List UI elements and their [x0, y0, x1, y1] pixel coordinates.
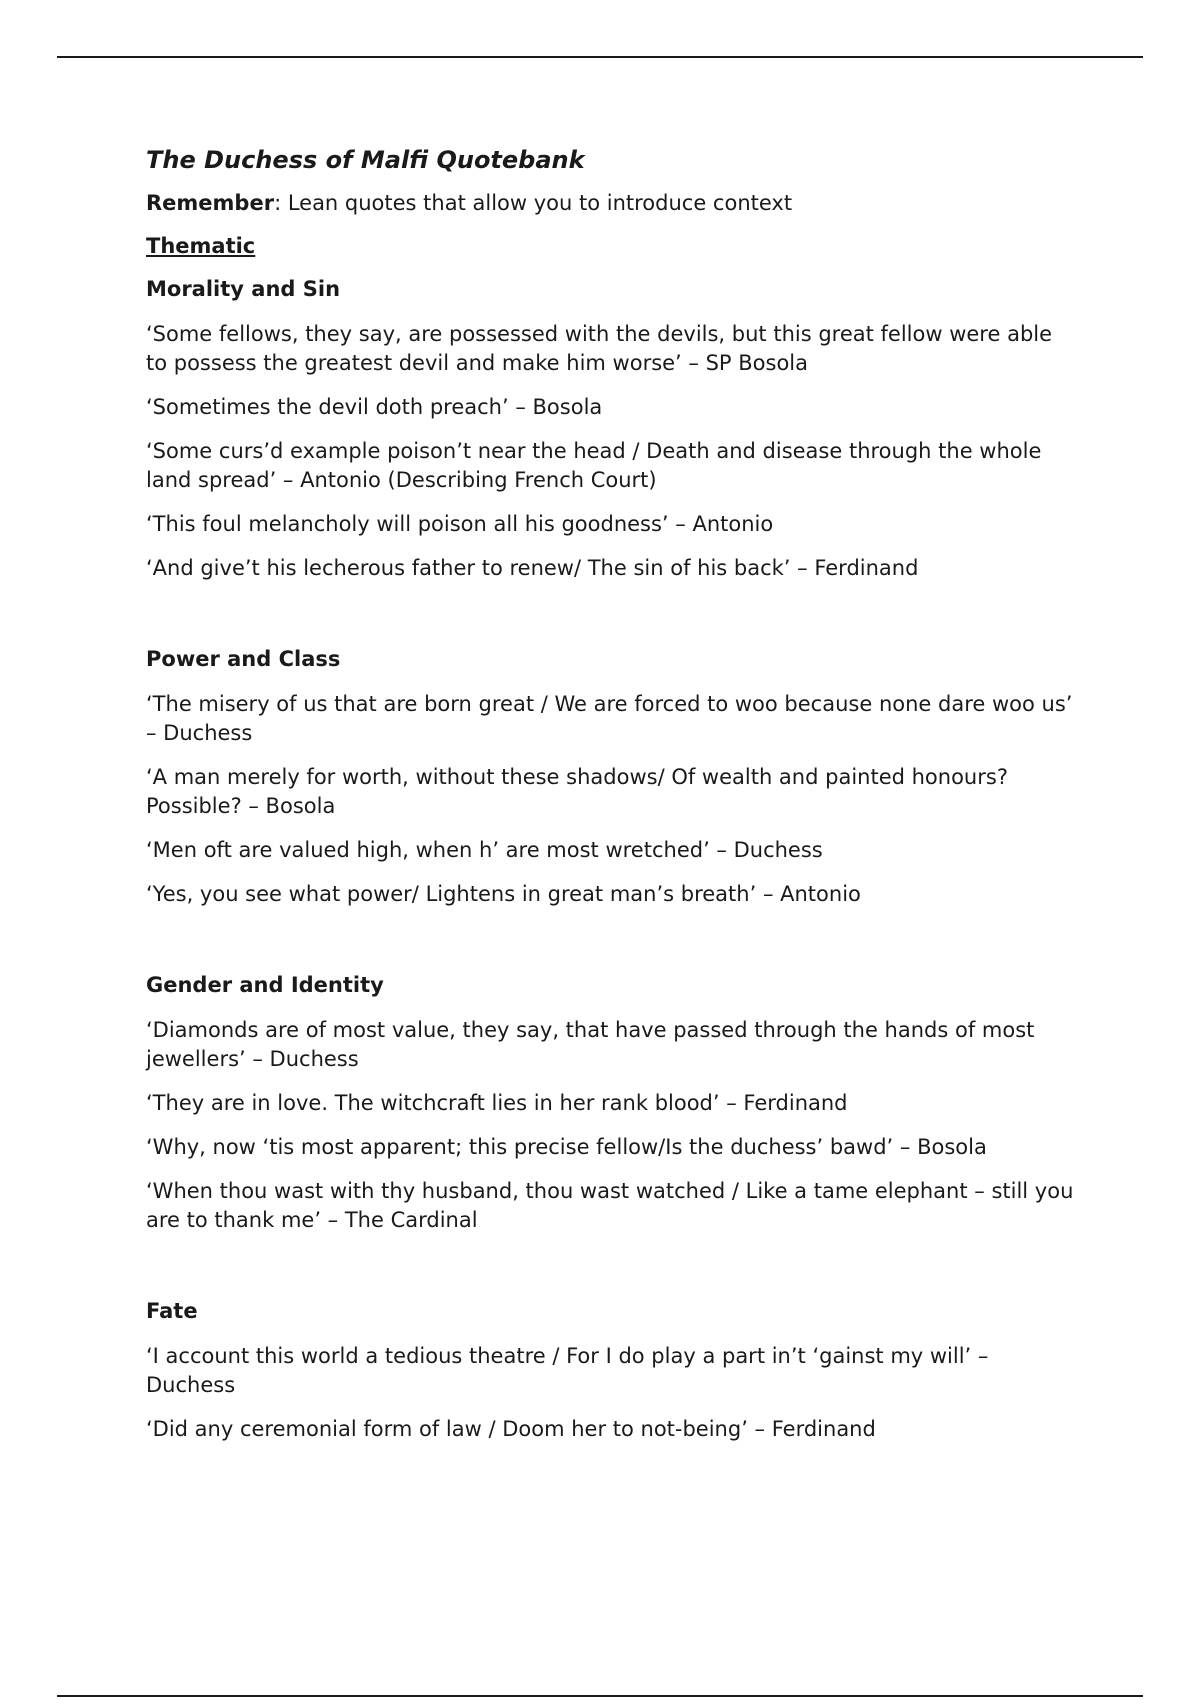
- remember-label: Remember: [146, 191, 275, 215]
- quote-item: ‘Some curs’d example poison’t near the head / Death and disease through the whole land spread’ – Antonio (Describing French Court): [146, 439, 1042, 492]
- footer-rule: [57, 1695, 1143, 1697]
- quote-item: ‘Men oft are valued high, when h’ are most wretched’ – Duchess: [146, 838, 823, 862]
- quote-item: ‘Did any ceremonial form of law / Doom her to not-being’ – Ferdinand: [146, 1417, 876, 1441]
- section-heading: Power and Class: [146, 647, 341, 671]
- quote-item: ‘Yes, you see what power/ Lightens in great man’s breath’ – Antonio: [146, 882, 861, 906]
- section-heading: Morality and Sin: [146, 277, 341, 301]
- quote-item: ‘I account this world a tedious theatre / For I do play a part in’t ‘gainst my will’ – Duchess: [146, 1344, 989, 1397]
- section-power-and-class: [146, 645, 1076, 909]
- quote-item: ‘Diamonds are of most value, they say, that have passed through the hands of most jewellers’ – Duchess: [146, 1018, 1035, 1071]
- quote-item: ‘The misery of us that are born great / We are forced to woo because none dare woo us’ – Duchess: [146, 692, 1073, 745]
- quote-item: ‘When thou wast with thy husband, thou wast watched / Like a tame elephant – still you are to thank me’ – The Cardinal: [146, 1179, 1074, 1232]
- document-body: [146, 144, 1076, 1459]
- section-morality-and-sin: [146, 275, 1076, 583]
- quote-item: ‘A man merely for worth, without these shadows/ Of wealth and painted honours? Possible? – Bosola: [146, 765, 1008, 818]
- quote-item: ‘Sometimes the devil doth preach’ – Bosola: [146, 395, 603, 419]
- quote-item: ‘And give’t his lecherous father to renew/ The sin of his back’ – Ferdinand: [146, 556, 919, 580]
- quote-item: ‘Some fellows, they say, are possessed with the devils, but this great fellow were able to possess the greatest devil and make him worse’ – SP Bosola: [146, 322, 1053, 375]
- section-fate: [146, 1297, 1076, 1444]
- section-heading: Fate: [146, 1299, 198, 1323]
- remember-text: : Lean quotes that allow you to introduce context: [274, 191, 793, 215]
- document-title: The Duchess of Malfi Quotebank: [146, 146, 585, 174]
- quote-item: ‘Why, now ‘tis most apparent; this precise fellow/Is the duchess’ bawd’ – Bosola: [146, 1135, 987, 1159]
- section-heading: Gender and Identity: [146, 973, 384, 997]
- remember-note: [146, 189, 1076, 218]
- thematic-heading: Thematic: [146, 234, 256, 258]
- section-gender-and-identity: [146, 971, 1076, 1235]
- header-rule: [57, 56, 1143, 58]
- quote-item: ‘This foul melancholy will poison all his goodness’ – Antonio: [146, 512, 774, 536]
- quote-item: ‘They are in love. The witchcraft lies in her rank blood’ – Ferdinand: [146, 1091, 848, 1115]
